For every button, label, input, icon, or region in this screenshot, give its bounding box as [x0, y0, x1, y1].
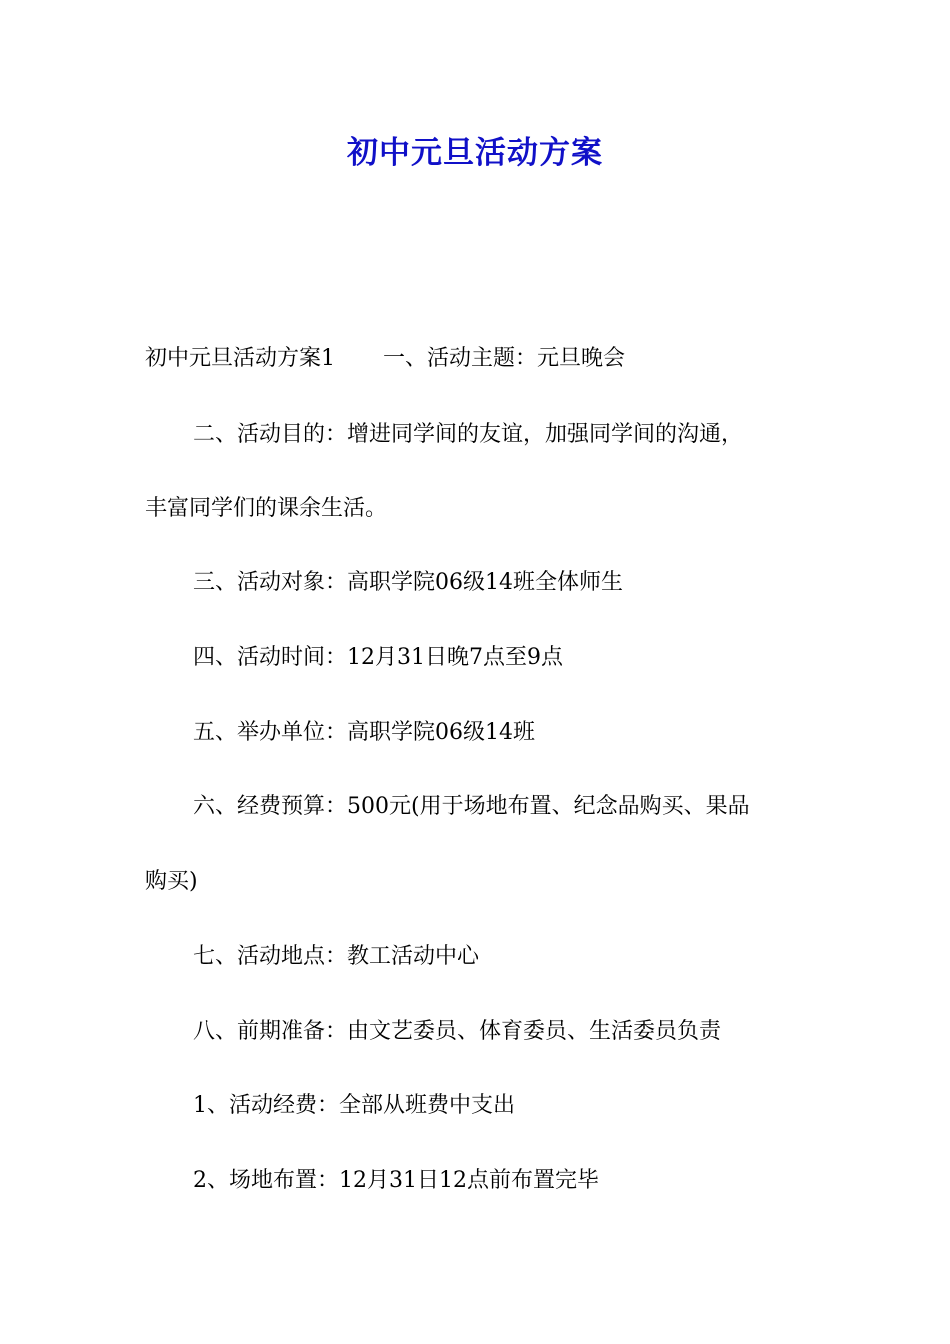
paragraph-line: 六、经费预算：500元(用于场地布置、纪念品购买、果品	[193, 794, 750, 819]
paragraph-line: 购买)	[145, 869, 198, 894]
document-title: 初中元旦活动方案	[347, 135, 603, 171]
paragraph-line: 八、前期准备：由文艺委员、体育委员、生活委员负责	[193, 1019, 722, 1044]
paragraph-line: 五、举办单位：高职学院06级14班	[193, 720, 535, 745]
activity-theme-text: 一、活动主题：元旦晚会	[383, 346, 626, 371]
paragraph-line: 2、场地布置：12月31日12点前布置完毕	[193, 1168, 599, 1193]
paragraph-line	[145, 344, 625, 374]
paragraph-line: 二、活动目的：增进同学间的友谊，加强同学间的沟通，	[193, 422, 744, 447]
paragraph-line: 1、活动经费：全部从班费中支出	[193, 1093, 515, 1118]
paragraph-line: 三、活动对象：高职学院06级14班全体师生	[193, 570, 623, 595]
paragraph-line: 丰富同学们的课余生活。	[145, 496, 388, 521]
paragraph-line: 七、活动地点：教工活动中心	[193, 944, 480, 969]
paragraph-line: 四、活动时间：12月31日晚7点至9点	[193, 645, 563, 670]
subtitle-text: 初中元旦活动方案1	[145, 346, 335, 371]
